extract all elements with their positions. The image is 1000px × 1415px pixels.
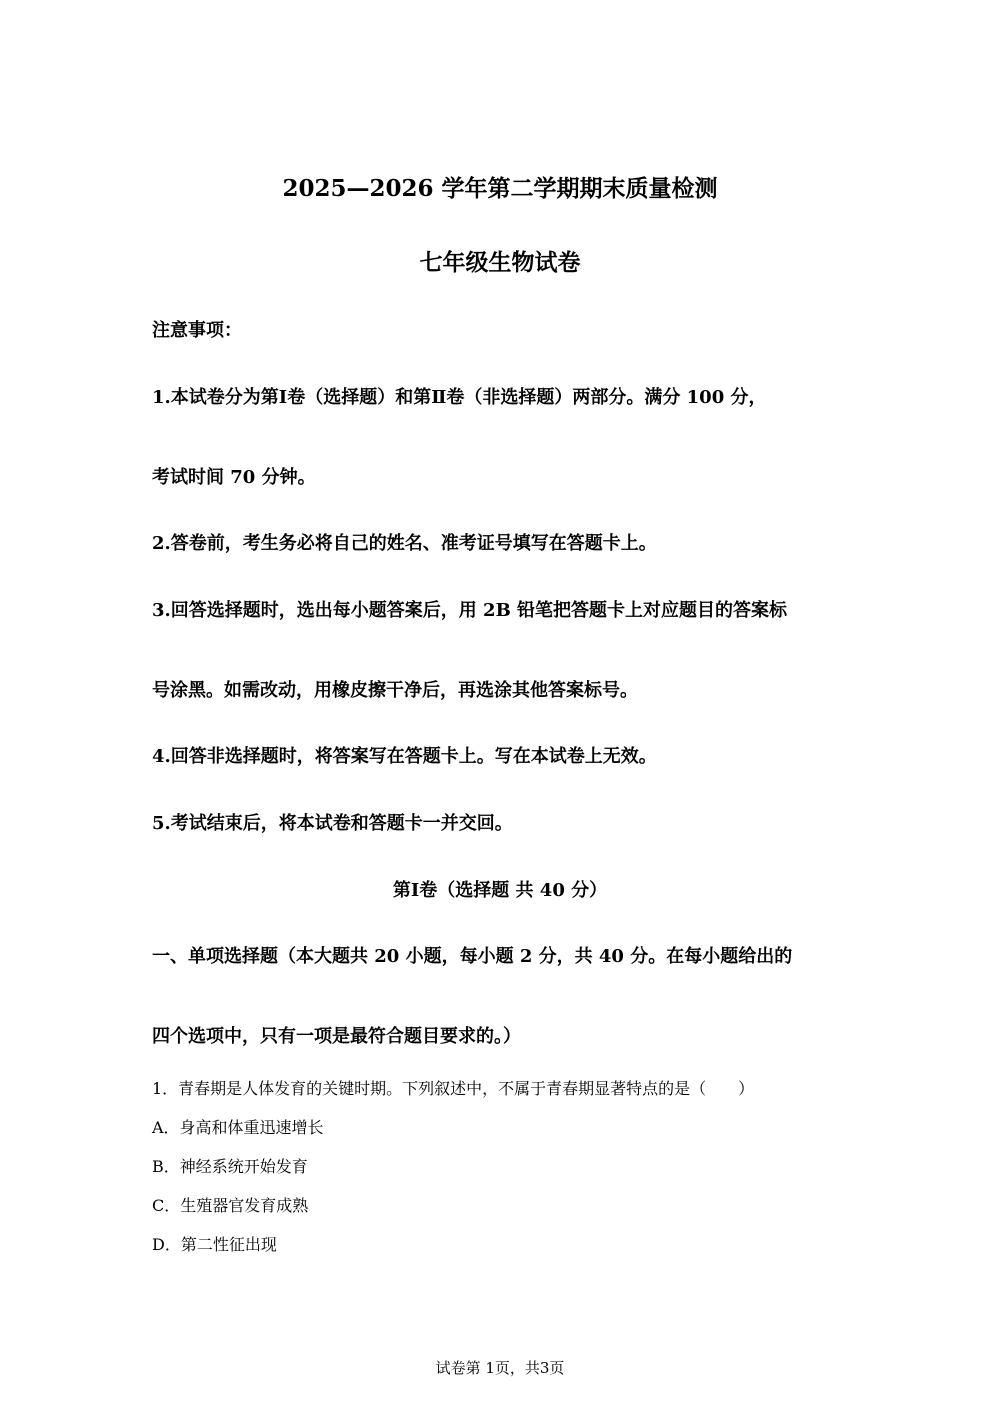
notice-heading: 注意事项： <box>152 320 242 341</box>
notice-item: 号涂黑。如需改动，用橡皮擦干净后，再选涂其他答案标号。 <box>152 680 638 701</box>
exam-subtitle: 七年级生物试卷 <box>419 249 581 276</box>
question-option-a: A．身高和体重迅速增长 <box>152 1118 324 1137</box>
notice-item: 4.回答非选择题时，将答案写在答题卡上。写在本试卷上无效。 <box>152 746 657 767</box>
page-footer: 试卷第 1页，共3页 <box>435 1359 565 1377</box>
question-option-c: C．生殖器官发育成熟 <box>152 1196 309 1215</box>
notice-item: 3.回答选择题时，选出每小题答案后，用 2B 铅笔把答题卡上对应题目的答案标 <box>152 600 788 621</box>
question-option-b: B．神经系统开始发育 <box>152 1157 308 1176</box>
section-title: 一、单项选择题（本大题共 20 小题，每小题 2 分，共 40 分。在每小题给出的 <box>152 946 793 967</box>
question-option-d: D．第二性征出现 <box>152 1235 277 1254</box>
notice-item: 考试时间 70 分钟。 <box>152 467 316 488</box>
notice-item: 2.答卷前，考生务必将自己的姓名、准考证号填写在答题卡上。 <box>152 533 657 554</box>
exam-title: 2025—2026 学年第二学期期末质量检测 <box>282 175 718 202</box>
notice-item: 5.考试结束后，将本试卷和答题卡一并交回。 <box>152 813 513 834</box>
notice-item: 1.本试卷分为第Ⅰ卷（选择题）和第Ⅱ卷（非选择题）两部分。满分 100 分， <box>152 387 767 408</box>
question-stem: 1．青春期是人体发育的关键时期。下列叙述中，不属于青春期显著特点的是（ ） <box>152 1079 755 1098</box>
part1-heading: 第Ⅰ卷（选择题 共 40 分） <box>392 880 608 901</box>
section-title: 四个选项中，只有一项是最符合题目要求的。） <box>152 1026 521 1047</box>
